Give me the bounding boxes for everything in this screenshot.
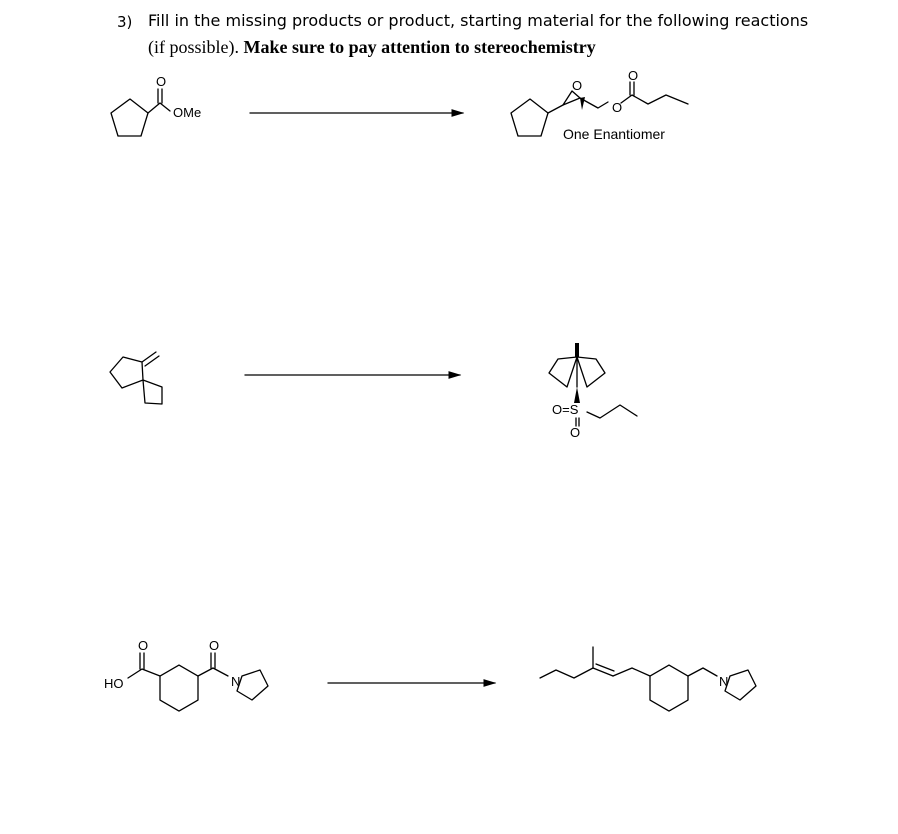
exo-methylene-bond (142, 352, 156, 362)
question-text-line1: Fill in the missing products or product, starting material for the following reactions (148, 11, 809, 30)
ester-chain (621, 95, 688, 104)
sulfonyl-oxygen-label: O (570, 425, 581, 440)
wedge-bond-down (574, 387, 580, 403)
pyrrolidine-ring (725, 670, 756, 700)
linker-bond (613, 668, 650, 676)
nitrogen-label: N (231, 674, 241, 689)
acid-bond (128, 669, 160, 678)
chain-bond (148, 103, 170, 113)
reaction-2-starting-material (110, 352, 162, 404)
right-ring (577, 357, 605, 387)
question-text-plain: (if possible). (148, 37, 244, 57)
nitrogen-label: N (719, 674, 729, 689)
amide-bond (198, 668, 228, 676)
alkyl-chain (540, 668, 593, 678)
question-number: 3) (117, 13, 133, 31)
cyclopentane-ring (110, 357, 143, 388)
question-text-bold: Make sure to pay attention to stereochemistry (243, 37, 596, 57)
methoxy-label: OMe (173, 105, 202, 120)
reaction-1-starting-material (111, 74, 201, 136)
cyclopentane-ring (111, 99, 148, 136)
alkyl-chain (587, 405, 637, 418)
epoxide-oxygen-label: O (572, 78, 583, 93)
exo-methylene-bond-2 (145, 356, 159, 366)
acid-oxygen-label: O (138, 638, 149, 653)
sulfonyl-label: O=S (552, 402, 579, 417)
pyrrolidine-ring (237, 670, 268, 700)
cyclohexane-ring (160, 665, 198, 711)
amide-oxygen-label: O (209, 638, 220, 653)
carbonyl-oxygen-label: O (156, 74, 167, 89)
cyclopentane-ring (511, 99, 548, 136)
reaction-3 (104, 638, 756, 711)
cyclohexane-ring (650, 665, 688, 711)
one-enantiomer-note: One Enantiomer (563, 126, 665, 142)
reaction-1 (111, 68, 688, 142)
reaction-1-product (511, 68, 688, 142)
cyclobutane-ring (143, 380, 162, 404)
reaction-2 (110, 343, 637, 440)
chain-bond (548, 105, 563, 113)
amine-bond (688, 668, 717, 676)
reaction-2-product (549, 343, 637, 440)
ester-oxygen-label: O (612, 100, 623, 115)
reaction-3-product (540, 647, 756, 711)
epoxide-ring (563, 91, 580, 105)
carbonyl-oxygen-label: O (628, 68, 639, 83)
left-ring (549, 357, 577, 387)
reaction-3-starting-material (104, 638, 268, 711)
hydroxyl-label: HO (104, 676, 124, 691)
